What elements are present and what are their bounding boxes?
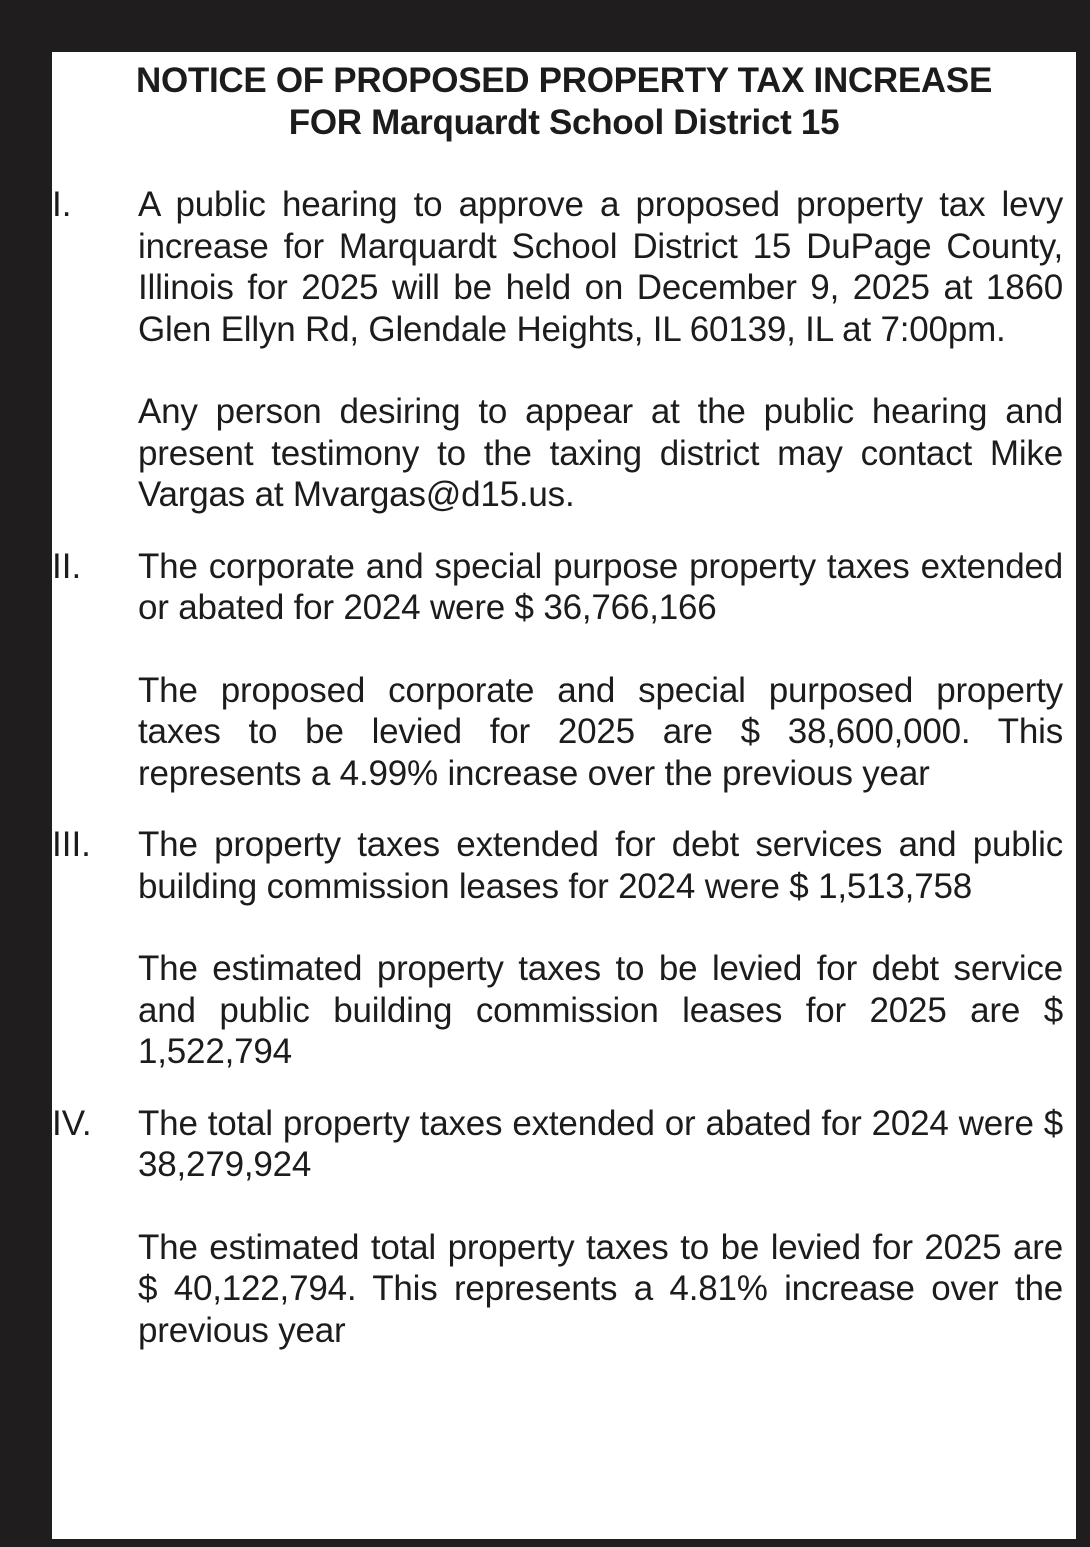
section-iv — [52, 1103, 1076, 1352]
section-paragraph: The total property taxes extended or abated for 2024 were $ 38,279,924 — [138, 1103, 1063, 1184]
section-paragraph: The estimated property taxes to be levied for debt service and public building commission leases for 2025 are $ 1,522,794 — [138, 949, 1063, 1071]
section-paragraph: The estimated total property taxes to be levied for 2025 are $ 40,122,794. This represents a 4.81% increase over the previous year — [138, 1227, 1063, 1350]
section-paragraph: The proposed corporate and special purposed property taxes to be levied for 2025 are $ 38,600,000. This represents a 4.99% increase over the previous year — [138, 670, 1063, 793]
notice-title-line1: NOTICE OF PROPOSED PROPERTY TAX INCREASE — [136, 61, 992, 100]
notice-sections — [52, 184, 1076, 1381]
section-paragraph: Any person desiring to appear at the public hearing and present testimony to the taxing district may contact Mike Vargas at Mvargas@d15.us. — [138, 392, 1063, 514]
section-iii — [52, 824, 1076, 1073]
tax-notice-box — [52, 52, 1076, 1539]
section-numeral: III. — [52, 825, 91, 864]
section-paragraph: The property taxes extended for debt services and public building commission leases for 2024 were $ 1,513,758 — [138, 825, 1063, 906]
section-paragraph: The corporate and special purpose property taxes extended or abated for 2024 were $ 36,766,166 — [138, 546, 1063, 627]
section-ii — [52, 546, 1076, 795]
section-numeral: I. — [52, 185, 72, 224]
notice-title — [52, 60, 1076, 144]
section-numeral: IV. — [52, 1103, 92, 1143]
section-i — [52, 184, 1076, 516]
section-paragraph: A public hearing to approve a proposed property tax levy increase for Marquardt School District 15 DuPage County, Illinois for 2025 will be held on December 9, 2025 at 1860 Glen Ellyn Rd, Glendale Heights, IL 60139, IL at 7:00pm. — [138, 185, 1063, 349]
section-numeral: II. — [52, 546, 82, 586]
notice-title-line2: FOR Marquardt School District 15 — [288, 103, 840, 142]
